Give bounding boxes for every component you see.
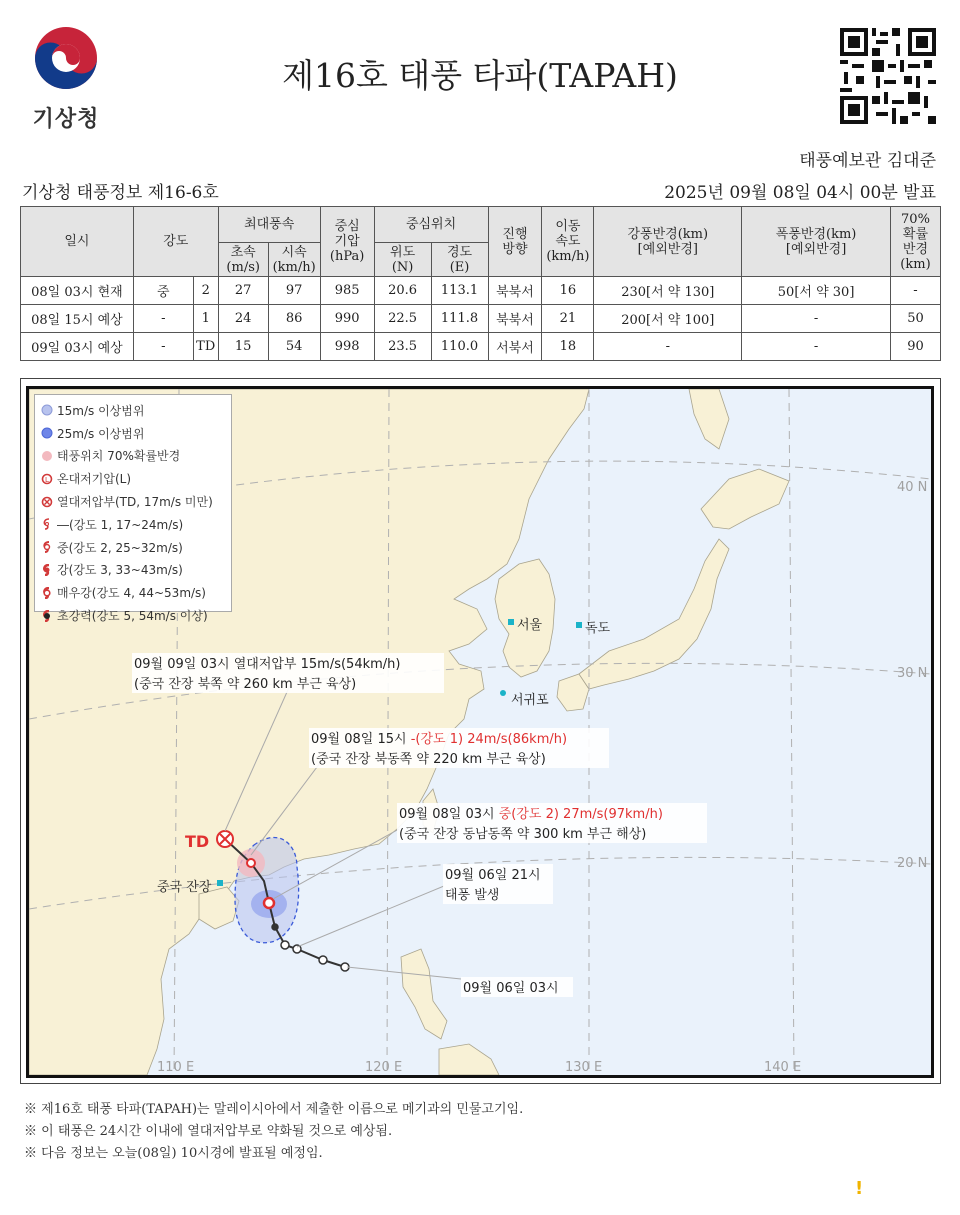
header-ms: 초속 (m/s) xyxy=(218,243,268,277)
track-point xyxy=(272,924,278,930)
place-label: 중국 잔장 xyxy=(157,880,212,895)
cell-direction: 북북서 xyxy=(488,277,542,305)
dokdo-marker xyxy=(576,622,582,628)
typhoon-info-table xyxy=(20,206,941,361)
cell-storm-radius: 50[서 약 30] xyxy=(742,277,891,305)
cell-lat: 22.5 xyxy=(374,305,431,333)
lat-label: 30 N xyxy=(897,666,928,681)
callout-text: (중국 잔장 북동쪽 약 220 km 부근 육상) xyxy=(311,752,546,767)
lon-label: 110 E xyxy=(157,1060,195,1075)
callout-text: 09월 08일 03시 중(강도 2) 27m/s(97km/h) xyxy=(399,807,663,822)
kma-emblem-icon xyxy=(28,20,104,100)
td-icon xyxy=(41,496,53,508)
logo-text: 기상청 xyxy=(32,107,100,132)
cell-ms: 24 xyxy=(218,305,268,333)
place-label: 서귀포 xyxy=(511,693,549,708)
cell-intensity-name: 중 xyxy=(133,277,193,305)
track-point xyxy=(319,956,327,964)
cell-lon: 111.8 xyxy=(431,305,488,333)
legend-item: 매우강(강도 4, 44~53m/s) xyxy=(41,581,225,604)
header-probability: 70% 확률 반경 (km) xyxy=(890,207,940,277)
cell-strong-radius: 200[서 약 100] xyxy=(594,305,742,333)
table-row xyxy=(21,333,941,361)
lon-label: 120 E xyxy=(365,1060,403,1075)
note-line: ※ 이 태풍은 24시간 이내에 열대저압부로 약화될 것으로 예상됨. xyxy=(24,1124,393,1139)
light-circle-icon xyxy=(41,404,53,416)
note-line: ※ 제16호 태풍 타파(TAPAH)는 말레이시아에서 제출한 이름으로 메기과의 민물고기임. xyxy=(24,1102,524,1117)
callout-text: (중국 잔장 동남동쪽 약 300 km 부근 해상) xyxy=(399,827,647,842)
cell-storm-radius: - xyxy=(742,305,891,333)
header-speed: 이동 속도 (km/h) xyxy=(542,207,594,277)
cell-intensity-num: 1 xyxy=(193,305,218,333)
td-label: TD xyxy=(185,832,210,851)
current-position-icon xyxy=(264,898,274,908)
cell-pressure: 998 xyxy=(320,333,374,361)
cell-probability: 50 xyxy=(890,305,940,333)
header-storm-radius: 폭풍반경(km) [예외반경] xyxy=(742,207,891,277)
cell-ms: 15 xyxy=(218,333,268,361)
cell-speed: 21 xyxy=(542,305,594,333)
header-lat: 위도 (N) xyxy=(374,243,431,277)
kma-logo xyxy=(28,20,104,130)
typhoon-3-icon xyxy=(41,564,53,576)
legend-item: 태풍위치 70%확률반경 xyxy=(41,445,225,468)
cell-intensity-num: TD xyxy=(193,333,218,361)
typhoon-1-icon xyxy=(41,518,53,530)
track-point xyxy=(281,941,289,949)
warning-mark-icon: ! xyxy=(855,1178,864,1199)
legend-item: ―(강도 1, 17~24m/s) xyxy=(41,513,225,536)
cell-intensity-num: 2 xyxy=(193,277,218,305)
cell-probability: - xyxy=(890,277,940,305)
legend-item: 초강력(강도 5, 54m/s 이상) xyxy=(41,604,225,627)
header-pressure: 중심 기압 (hPa) xyxy=(320,207,374,277)
extratropical-icon xyxy=(41,473,53,485)
cell-kmh: 54 xyxy=(268,333,320,361)
header-intensity: 강도 xyxy=(133,207,218,277)
blue-circle-icon xyxy=(41,427,53,439)
header-direction: 진행 방향 xyxy=(488,207,542,277)
typhoon-4-icon xyxy=(41,587,53,599)
forecast-position-icon xyxy=(247,859,255,867)
cell-intensity-name: - xyxy=(133,305,193,333)
cell-lat: 20.6 xyxy=(374,277,431,305)
lat-label: 20 N xyxy=(897,856,928,871)
table-row xyxy=(21,305,941,333)
map-legend xyxy=(34,394,232,624)
lon-label: 130 E xyxy=(565,1060,603,1075)
pink-circle-icon xyxy=(41,450,53,462)
callout-text: 태풍 발생 xyxy=(445,888,500,903)
issued-time: 2025년 09월 08일 04시 00분 발표 xyxy=(664,183,936,203)
cell-time: 08일 15시 예상 xyxy=(21,305,134,333)
cell-probability: 90 xyxy=(890,333,940,361)
typhoon-5-icon xyxy=(41,610,53,622)
qr-code-icon xyxy=(840,28,936,124)
zhanjiang-marker xyxy=(217,880,223,886)
callout-text: (중국 잔장 북쪽 약 260 km 부근 육상) xyxy=(134,677,357,692)
cell-speed: 18 xyxy=(542,333,594,361)
header-strong-wind-radius: 강풍반경(km) [예외반경] xyxy=(594,207,742,277)
place-label: 서울 xyxy=(517,618,543,633)
cell-lon: 110.0 xyxy=(431,333,488,361)
seogwipo-marker xyxy=(500,690,506,696)
lat-label: 40 N xyxy=(897,480,928,495)
legend-item: 중(강도 2, 25~32m/s) xyxy=(41,536,225,559)
cell-ms: 27 xyxy=(218,277,268,305)
forecaster-name: 태풍예보관 김대준 xyxy=(799,151,936,171)
table-row xyxy=(21,277,941,305)
td-position-icon xyxy=(217,831,233,847)
svg-text:L: L xyxy=(45,475,49,484)
cell-storm-radius: - xyxy=(742,333,891,361)
cell-direction: 북북서 xyxy=(488,305,542,333)
cell-lat: 23.5 xyxy=(374,333,431,361)
cell-speed: 16 xyxy=(542,277,594,305)
cell-time: 09일 03시 예상 xyxy=(21,333,134,361)
cell-kmh: 97 xyxy=(268,277,320,305)
lon-label: 140 E xyxy=(764,1060,802,1075)
note-line: ※ 다음 정보는 오늘(08일) 10시경에 발표될 예정임. xyxy=(24,1146,323,1161)
cell-pressure: 985 xyxy=(320,277,374,305)
page-title: 제16호 태풍 타파(TAPAH) xyxy=(282,56,678,95)
legend-item: 15m/s 이상범위 xyxy=(41,399,225,422)
bulletin-number: 기상청 태풍정보 제16-6호 xyxy=(22,183,219,203)
cell-direction: 서북서 xyxy=(488,333,542,361)
legend-item: L 온대저기압(L) xyxy=(41,467,225,490)
cell-lon: 113.1 xyxy=(431,277,488,305)
cell-strong-radius: 230[서 약 130] xyxy=(594,277,742,305)
callout-text: 09월 06일 21시 xyxy=(445,868,541,883)
cell-pressure: 990 xyxy=(320,305,374,333)
callout-text: 09월 06일 03시 xyxy=(463,981,559,996)
typhoon-2-icon xyxy=(41,541,53,553)
header-time: 일시 xyxy=(21,207,134,277)
cell-time: 08일 03시 현재 xyxy=(21,277,134,305)
header-kmh: 시속 (km/h) xyxy=(268,243,320,277)
header-max-wind: 최대풍속 xyxy=(218,207,320,243)
legend-item: 강(강도 3, 33~43m/s) xyxy=(41,559,225,582)
cell-strong-radius: - xyxy=(594,333,742,361)
seoul-marker xyxy=(508,619,514,625)
callout-text: 09월 08일 15시 -(강도 1) 24m/s(86km/h) xyxy=(311,732,568,747)
header-lon: 경도 (E) xyxy=(431,243,488,277)
qr-code[interactable] xyxy=(840,28,936,124)
header-center: 중심위치 xyxy=(374,207,488,243)
cell-intensity-name: - xyxy=(133,333,193,361)
callout-text: 09월 09일 03시 열대저압부 15m/s(54km/h) xyxy=(134,657,401,672)
place-label: 독도 xyxy=(585,621,611,636)
legend-item: 열대저압부(TD, 17m/s 미만) xyxy=(41,490,225,513)
legend-item: 25m/s 이상범위 xyxy=(41,422,225,445)
cell-kmh: 86 xyxy=(268,305,320,333)
